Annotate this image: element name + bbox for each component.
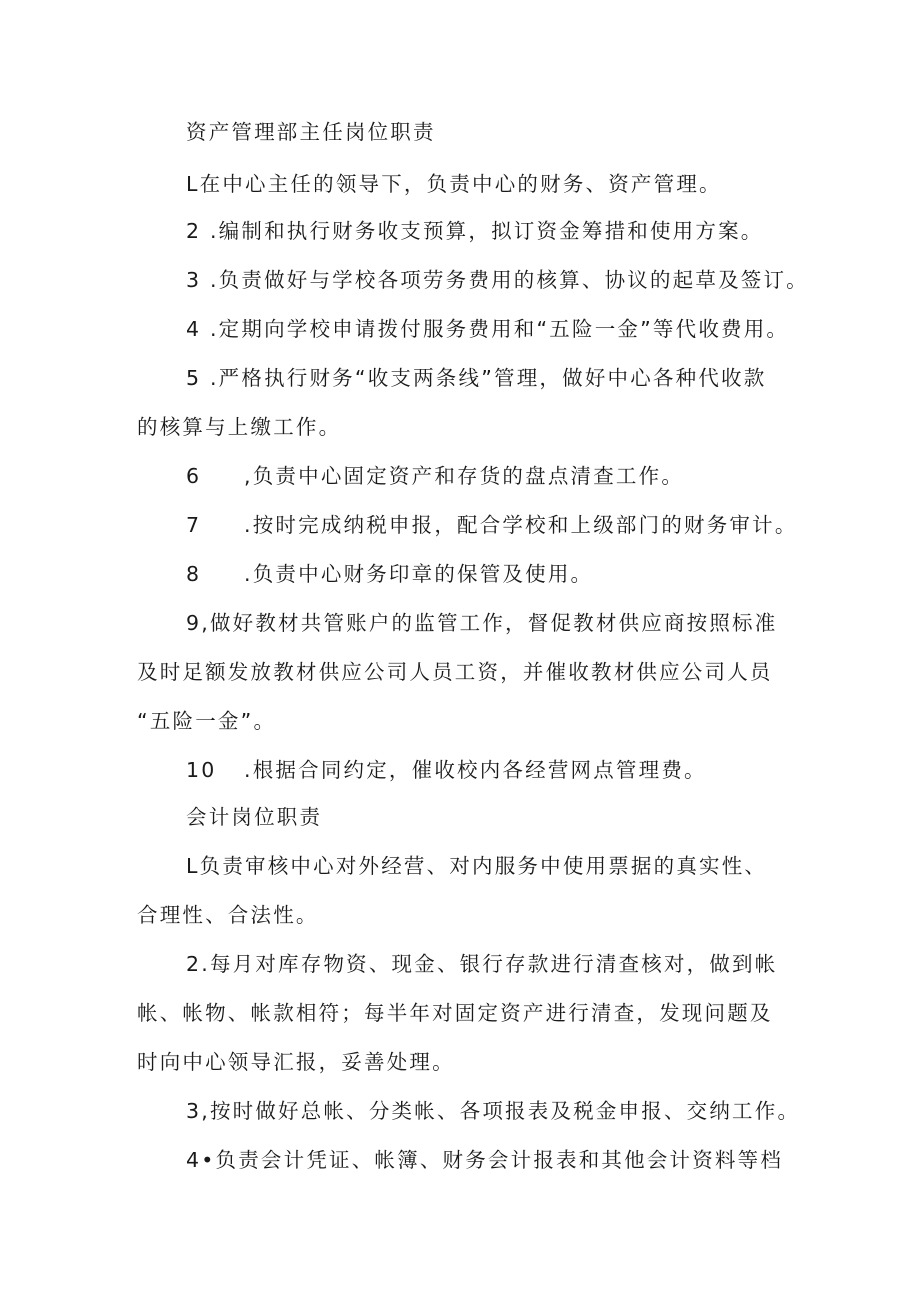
item-text: .按时完成纳税申报，配合学校和上级部门的财务审计。 bbox=[244, 513, 798, 537]
section1-item-9-line-2: 及时足额发放教材供应公司人员工资，并催收教材供应公司人员 bbox=[137, 660, 773, 684]
section2-item-4-line-1: 4•负责会计凭证、帐簿、财务会计报表和其他会计资料等档 bbox=[186, 1148, 784, 1172]
section2-item-1-line-1: L负责审核中心对外经营、对内服务中使用票据的真实性、 bbox=[186, 854, 768, 878]
section1-item-9-line-3: “五险一金”。 bbox=[137, 709, 277, 733]
section1-item-9-line-1: 9,做好教材共管账户的监管工作，督促教材供应商按照标准 bbox=[186, 611, 778, 635]
section1-item-10 bbox=[186, 756, 707, 784]
section1-item-1: L在中心主任的领导下，负责中心的财务、资产管理。 bbox=[186, 172, 722, 196]
section1-item-3: 3 .负责做好与学校各项劳务费用的核算、协议的起草及签订。 bbox=[186, 268, 809, 292]
section2-item-3: 3,按时做好总帐、分类帐、各项报表及税金申报、交纳工作。 bbox=[186, 1099, 801, 1123]
item-number: 6 bbox=[186, 464, 202, 488]
section1-item-7 bbox=[186, 511, 798, 539]
item-text: .负责中心财务印章的保管及使用。 bbox=[244, 562, 594, 586]
item-text: ,负责中心固定资产和存货的盘点清查工作。 bbox=[244, 464, 685, 488]
section1-item-8 bbox=[186, 560, 593, 588]
item-text: .根据合同约定，催收校内各经营网点管理费。 bbox=[244, 758, 707, 782]
section2-item-2-line-3: 时向中心领导汇报，妥善处理。 bbox=[137, 1050, 455, 1074]
item-number: 8 bbox=[186, 562, 202, 586]
section1-item-4: 4 .定期向学校申请拨付服务费用和“五险一金”等代收费用。 bbox=[186, 317, 790, 341]
section1-item-2: 2 .编制和执行财务收支预算，拟订资金筹措和使用方案。 bbox=[186, 219, 764, 243]
section2-item-1-line-2: 合理性、合法性。 bbox=[137, 903, 319, 927]
section2-item-2-line-1: 2.每月对库存物资、现金、银行存款进行清查核对，做到帐 bbox=[186, 952, 778, 976]
section2-title: 会计岗位职责 bbox=[186, 805, 323, 829]
section2-item-2-line-2: 帐、帐物、帐款相符；每半年对固定资产进行清查，发现问题及 bbox=[137, 1001, 773, 1025]
section1-item-5-line-2: 的核算与上缴工作。 bbox=[137, 415, 342, 439]
item-number: 7 bbox=[186, 513, 202, 537]
section1-item-5-line-1: 5 .严格执行财务“收支两条线”管理，做好中心各种代收款 bbox=[186, 366, 767, 390]
item-number: 10 bbox=[186, 758, 217, 782]
section1-title: 资产管理部主任岗位职责 bbox=[186, 120, 436, 144]
section1-item-6 bbox=[186, 462, 684, 490]
